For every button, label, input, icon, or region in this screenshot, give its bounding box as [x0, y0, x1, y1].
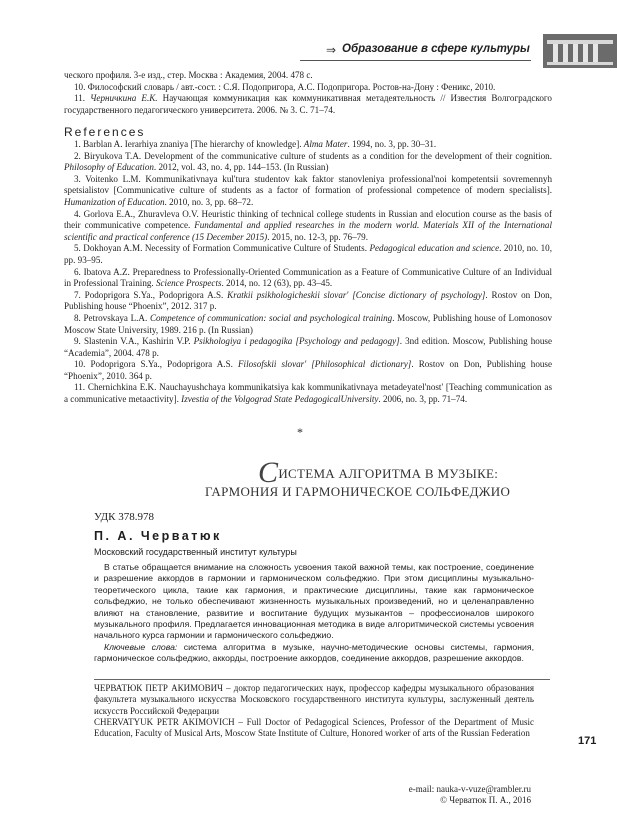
title-line-1: ИСТЕМА АЛГОРИТМА В МУЗЫКЕ:	[278, 466, 499, 481]
reference-item: 3. Voitenko L.M. Kommunikativnaya kul'tura studentov kak faktor stanovleniya professional'noi kompetentsii sovremennyh spetsialistov [Communicative culture of students as a factor of formation of professional competence of modern specialists]. Humanization of Education. 2010, no. 3, pp. 68–72.	[64, 173, 552, 207]
reference-item: 6. Ibatova A.Z. Preparedness to Professionally-Oriented Communication as a Feature of Communicative Culture of an Individual in Professional Training. Science Prospects. 2014, no. 12 (63), pp. 43–45.	[64, 266, 552, 289]
contact-info	[409, 784, 531, 807]
reference-item: 9. Slastenin V.A., Kashirin V.P. Psikhologiya i pedagogika [Psychology and pedagogy]. 3nd edition. Moscow, Publishing house “Academia”, 2004. 478 p.	[64, 336, 552, 358]
running-header	[0, 34, 617, 64]
keywords: Ключевые слова: система алгоритма в музыке, научно-методические основы системы, гармония, гармоническое сольфеджио, аккорды, построение аккордов, соединение аккордов, разрешение аккордов.	[94, 641, 535, 664]
reference-item: 1. Barblan A. Ierarhiya znaniya [The hierarchy of knowledge]. Alma Mater. 1994, no. 3, pp. 30–31.	[74, 139, 437, 149]
page-number: 171	[578, 735, 597, 747]
section-separator: *	[297, 425, 303, 439]
reference-item: 10. Философский словарь / авт.-сост. : С.Я. Подопригора, А.С. Подопригора. Ростов-на-Дону : Феникс, 2010.	[74, 81, 496, 92]
abstract-text: В статье обращается внимание на сложность усвоения такой важной темы, как построение, соединение и разрешение аккордов в гармонии и гармоническом сольфеджио. При этом дисциплины музыкально-теоретического цикла, такие как гармония, и практические дисциплины, такие как гармоническое сольфеджио, не только обеспечивают жизненность музыкальных произведений, но и целенаправленно влияют на становление, развитие и воспитание будущих музыкантов – профессионалов широкого музыкального профиля. Предлагается инновационная методика в виде алгоритмической системы усвоения начального курса гармонии и гармонического сольфеджио.	[94, 562, 534, 641]
references-heading: References	[64, 125, 146, 139]
author-bio	[94, 683, 534, 739]
udc-code: УДК 378.978	[94, 511, 155, 523]
arrow-icon: ⇒	[326, 43, 337, 57]
bio-en: CHERVATYUK PETR AKIMOVICH – Full Doctor of Pedagogical Sciences, Professor of the Department of Music Education, Faculty of Musical Arts, Moscow State Institute of Culture, Honored worker of arts of the Russian Federation	[94, 716, 535, 739]
copyright: © Черватюк П. А., 2016	[440, 795, 531, 806]
header-rule	[300, 60, 531, 61]
email: e-mail: nauka-v-vuze@rambler.ru	[408, 784, 531, 794]
title-line-2: ГАРМОНИЯ И ГАРМОНИЧЕСКОЕ СОЛЬФЕДЖИО	[205, 484, 511, 499]
title-drop-cap: С	[258, 456, 279, 489]
article-title	[205, 456, 558, 501]
reference-item: ческого профиля. 3-е изд., стер. Москва : Академия, 2004. 478 с.	[64, 70, 313, 80]
abstract	[94, 562, 534, 665]
author-affiliation: Московский государственный институт культуры	[94, 547, 297, 557]
reference-item: 4. Gorlova E.A., Zhuravleva O.V. Heuristic thinking of technical college students in Russian and elocution course as the basis of their communicative competence. Fundamental and applied researches in the modern world. Materials XII of the International scientific and practical conference (15 December 2015). 2015, no. 12-3, pp. 76–79.	[64, 208, 552, 242]
section-title: Образование в сфере культуры	[342, 43, 530, 55]
column-logo-icon	[543, 34, 617, 68]
reference-list-en	[64, 139, 552, 406]
reference-item: 10. Podoprigora S.Ya., Podoprigora A.S. Filosofskii slovar' [Philosophical dictionary]. Rostov on Don, Publishing house “Phoenix”, 2010. 364 p.	[64, 359, 552, 381]
reference-item: 11. Черничкина Е.К. Научающая коммуникация как коммуникативная метадеятельность // Известия Волгоградского государственного педагогического университета. 2006. № 3. С. 71–74.	[64, 93, 552, 115]
reference-item: 11. Chernichkina E.K. Nauchayushchaya kommunikatsiya kak kommunikativnaya metadeyatel'nost' [Teaching communication as a communicative metaactivity]. Izvestia of the Volgograd State PedagogicalUniversity. 2006, no. 3, pp. 71–74.	[64, 382, 552, 405]
reference-item: 5. Dokhoyan A.M. Necessity of Formation Communicative Culture of Students. Pedagogical education and science. 2010, no. 10, pp. 93–95.	[64, 243, 552, 265]
author-name: П. А. Черватюк	[94, 529, 222, 543]
reference-item: 2. Biryukova T.A. Development of the communicative culture of students as a condition for the development of their cognition. Philosophy of Education. 2012, vol. 43, no. 4, pp. 144–153. (In Russian)	[64, 150, 552, 173]
reference-item: 7. Podoprigora S.Ya., Podoprigora A.S. Kratkii psikhologicheskii slovar' [Concise dictionary of psychology]. Rostov on Don, Publishing house “Phoenix”, 2012. 317 p.	[64, 289, 552, 312]
reference-list-ru	[64, 70, 552, 116]
bio-ru: ЧЕРВАТЮК ПЕТР АКИМОВИЧ – доктор педагогических наук, профессор кафедры музыкального образования факультета музыкального искусства Московского государственного института культуры, заслуженный деятель искусств Российской Федерации	[94, 683, 534, 716]
reference-item: 8. Petrovskaya L.A. Competence of communication: social and psychological training. Moscow, Publishing house of Lomonosov Moscow State University, 1989. 216 p. (In Russian)	[64, 312, 552, 335]
divider	[94, 679, 550, 680]
